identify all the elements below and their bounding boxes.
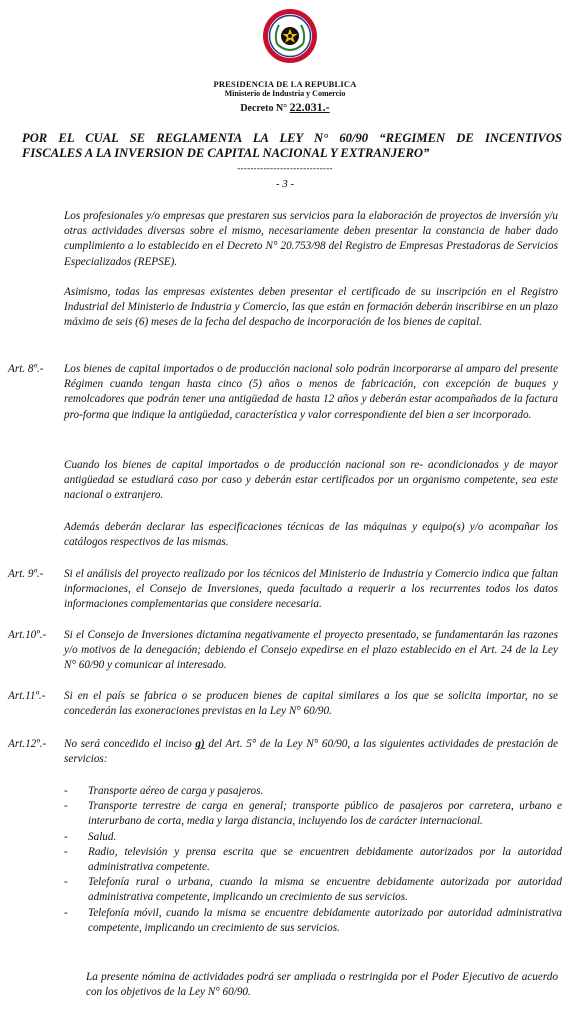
article-8-text: Los bienes de capital importados o de producción nacional solo podrán incorporarse al amparo del presente Régimen cuando tengan hasta cinco (5) años o menos de fabricación, con excepción de buques y remolcadores que podrán tener una antigüedad de hasta 12 años y deberán estar acompañados de la factura pro-forma que indique la antigüedad, característica y valor correspondiente del bien a ser incorporado. <box>64 363 558 421</box>
decree-label: Decreto N° <box>240 103 288 114</box>
presidency-heading: PRESIDENCIA DE LA REPUBLICA <box>213 79 357 89</box>
list-item-text: Telefonía móvil, cuando la misma se encuentre debidamente autorizado por autoridad administrativa competente, implicando un crecimiento de sus servicios. <box>88 906 562 934</box>
list-item <box>64 799 562 829</box>
list-dash: - <box>64 830 68 843</box>
list-dash: - <box>64 845 68 858</box>
article-10-label: Art.10º.- <box>8 629 47 641</box>
list-item <box>64 845 562 875</box>
inciso-g: g) <box>195 738 205 750</box>
list-dash: - <box>64 800 68 813</box>
list-dash: - <box>64 906 68 919</box>
article-9-text: Si el análisis del proyecto realizado por los técnicos del Ministerio de Industria y Comercio indica que faltan informaciones, el Consejo de Inversiones, queda facultado a requerir a los recurrentes todos los datos informaciones complementarias que considere necesaria. <box>64 568 558 611</box>
list-dash: - <box>64 876 68 889</box>
article-12-text-pre: No será concedido el inciso <box>64 738 192 750</box>
decree-title <box>22 131 562 161</box>
article-8-label: Art. 8º.- <box>8 363 44 375</box>
list-item-text: Transporte aéreo de carga y pasajeros. <box>88 785 264 797</box>
title-line-2: FISCALES A LA INVERSION DE CAPITAL NACIONAL Y EXTRANJERO” <box>22 146 430 160</box>
article-8-paragraph-2: Cuando los bienes de capital importados o de producción nacional son re- acondicionados y de mayor antigüedad se estudiará caso por caso y deberán estar certificados por un organismo competente, sea este nacional o extranjero. <box>64 459 558 502</box>
article-10-text: Si el Consejo de Inversiones dictamina negativamente el proyecto presentado, se fundamentarán las razones y/o motivos de la denegación; debiendo el Consejo expedirse en el plazo establecido en el Art. 24 de la Ley N° 60/90 y comunicar al interesado. <box>64 629 558 672</box>
list-item <box>64 875 562 905</box>
list-item-text: Radio, televisión y prensa escrita que se encuentren debidamente autorizados por la autoridad administrativa competente. <box>88 845 562 874</box>
list-item <box>64 906 562 936</box>
list-item <box>64 784 562 799</box>
list-item-text: Telefonía rural o urbana, cuando la misma se encuentre debidamente autorizada por autoridad administrativa competente, implicando un crecimiento de sus servicios. <box>88 876 562 904</box>
article-11-label: Art.11º.- <box>8 690 46 702</box>
ministry-heading: Ministerio de Industria y Comercio <box>224 89 346 98</box>
article-12-label: Art.12º.- <box>8 738 47 750</box>
paragraph-registro-industrial: Asimismo, todas las empresas existentes deben presentar el certificado de su inscripción en el Registro Industrial del Ministerio de Industria y Comercio, las que están en formación deberán inscribirse en un plazo máximo de seis (6) meses de la fecha del despacho de incorporación de los bienes de capital. <box>64 286 558 329</box>
closing-paragraph: La presente nómina de actividades podrá ser ampliada o restringida por el Poder Ejecutivo de acuerdo con los objetivos de la Ley N° 60/90. <box>86 971 558 999</box>
list-dash: - <box>64 785 68 797</box>
services-list <box>64 784 562 936</box>
decree-number: 22.031.- <box>289 100 330 114</box>
article-11-text: Si en el país se fabrica o se producen bienes de capital similares a los que se solicita importar, no se concederán las exoneraciones previstas en la Ley N° 60/90. <box>64 690 558 718</box>
list-item <box>64 830 562 845</box>
paragraph-repse: Los profesionales y/o empresas que prestaren sus servicios para la elaboración de proyectos de inversión y/u otras actividades diversas sobre el mismo, necesariamente deben presentar la constancia de haber dado cumplimiento a lo establecido en el Decreto N° 20.753/98 del Registro de Empresas Prestadoras de Servicios Especializados (REPSE). <box>64 210 558 268</box>
decree-number-line <box>0 100 570 115</box>
article-12-text-post: del Art. 5° de la Ley N° 60/90, a las siguientes actividades de prestación de servicios: <box>64 738 558 766</box>
article-8-paragraph-3: Además deberán declarar las especificaciones técnicas de las máquinas y equipo(s) y/o acompañar los catálogos respectivos de las mismas. <box>64 521 558 549</box>
title-line-1: POR EL CUAL SE REGLAMENTA LA LEY N° 60/90 “REGIMEN DE INCENTIVOS <box>22 131 562 145</box>
list-item-text: Transporte terrestre de carga en general; transporte público de pasajeros por carretera, urbano e interurbano de corta, media y larga distancia, incluyendo los de carácter internacional. <box>88 800 562 828</box>
separator-dashes: ----------------------------- <box>237 163 333 173</box>
article-9-label: Art. 9º.- <box>8 568 44 580</box>
page-number: - 3 - <box>275 178 295 190</box>
article-12-text <box>64 737 558 767</box>
list-item-text: Salud. <box>88 830 117 843</box>
national-seal-icon <box>262 8 318 64</box>
